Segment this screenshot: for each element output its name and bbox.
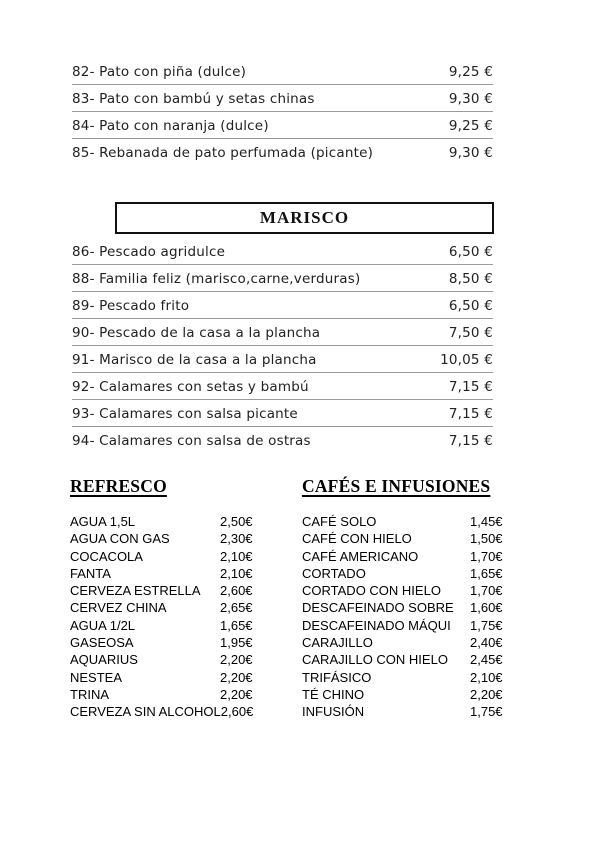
drink-name: COCACOLA [70, 548, 143, 564]
drink-name: INFUSIÓN [302, 704, 365, 720]
marisco-section-header [115, 202, 494, 234]
drink-row [70, 513, 295, 530]
drink-name: AGUA 1/2L [70, 617, 136, 633]
drink-row [302, 703, 517, 720]
drink-row [302, 669, 517, 686]
menu-item-row [72, 427, 493, 453]
drink-name: AGUA 1,5L [70, 514, 136, 529]
drink-row [70, 634, 295, 651]
menu-item-row [72, 346, 493, 373]
menu-item-price: 6,50 € [448, 244, 493, 260]
menu-item-price: 9,30 € [448, 145, 493, 161]
drink-name: TRINA [70, 686, 109, 702]
drink-price: 1,65€ [220, 617, 253, 633]
drink-name: CERVEZ CHINA [70, 600, 167, 616]
drink-name: CARAJILLO CON HIELO [302, 652, 448, 668]
menu-item-label: 92- Calamares con setas y bambú [72, 379, 309, 395]
drink-name: TRIFÁSICO [302, 669, 372, 685]
menu-item-row [72, 400, 493, 427]
drink-price: 2,40€ [470, 635, 503, 651]
refresco-title: REFRESCO [70, 476, 167, 496]
cafes-list [302, 513, 517, 721]
drink-row [70, 703, 295, 720]
menu-item-label: 93- Calamares con salsa picante [72, 406, 298, 422]
menu-item-label: 89- Pescado frito [72, 298, 190, 314]
drink-row [70, 582, 295, 599]
drink-name: CORTADO CON HIELO [302, 583, 441, 599]
drink-row [70, 669, 295, 686]
drink-price: 2,20€ [470, 686, 503, 702]
drink-row [302, 530, 517, 547]
drink-price: 1,75€ [470, 704, 503, 720]
drink-price: 2,60€ [220, 704, 254, 720]
drink-row [70, 599, 295, 616]
drink-price: 1,70€ [470, 583, 503, 599]
drink-name: GASEOSA [70, 635, 134, 651]
refresco-list [70, 513, 295, 721]
menu-item-price: 7,15 € [448, 379, 493, 395]
menu-item-label: 83- Pato con bambú y setas chinas [72, 91, 315, 107]
drink-name: NESTEA [70, 669, 123, 685]
menu-item-label: 86- Pescado agridulce [72, 244, 226, 260]
drink-price: 1,95€ [220, 635, 253, 651]
drink-name: CORTADO [302, 565, 366, 581]
menu-item-row [72, 319, 493, 346]
drink-row [70, 617, 295, 634]
drink-row [70, 686, 295, 703]
cafes-column [302, 476, 517, 721]
drink-price: 2,65€ [220, 600, 253, 616]
drink-row [70, 651, 295, 668]
drink-price: 2,10€ [220, 565, 253, 581]
drink-name: DESCAFEINADO MÁQUI [302, 617, 451, 633]
drink-name: CAFÉ AMERICANO [302, 548, 419, 564]
drink-row [302, 582, 517, 599]
marisco-dishes-list [72, 238, 493, 453]
menu-item-price: 10,05 € [440, 352, 493, 368]
drink-name: CAFÉ SOLO [302, 514, 377, 529]
drink-price: 2,20€ [220, 652, 253, 668]
menu-item-price: 9,25 € [448, 118, 493, 134]
menu-item-row [72, 373, 493, 400]
menu-item-price: 9,25 € [448, 64, 493, 80]
drink-price: 2,20€ [220, 669, 253, 685]
menu-item-price: 7,50 € [448, 325, 493, 341]
menu-item-label: 84- Pato con naranja (dulce) [72, 118, 269, 134]
drink-row [302, 599, 517, 616]
drink-name: TÉ CHINO [302, 686, 365, 702]
menu-item-label: 91- Marisco de la casa a la plancha [72, 352, 317, 368]
menu-item-label: 85- Rebanada de pato perfumada (picante) [72, 145, 374, 161]
drink-name: CAFÉ CON HIELO [302, 531, 412, 547]
marisco-title: MARISCO [259, 208, 350, 227]
drink-price: 2,30€ [220, 531, 253, 547]
drink-name: CARAJILLO [302, 635, 373, 651]
drink-row [302, 651, 517, 668]
drink-price: 1,65€ [470, 565, 503, 581]
drink-name: CERVEZA SIN ALCOHOL [70, 704, 221, 720]
duck-dishes-list [72, 58, 493, 165]
menu-item-price: 9,30 € [448, 91, 493, 107]
menu-item-row [72, 58, 493, 85]
drink-price: 1,60€ [470, 600, 503, 616]
menu-item-row [72, 112, 493, 139]
drink-name: FANTA [70, 565, 111, 581]
drink-price: 1,50€ [470, 531, 503, 547]
drink-row [70, 530, 295, 547]
menu-item-label: 94- Calamares con salsa de ostras [72, 433, 311, 449]
drink-row [302, 686, 517, 703]
drink-name: AGUA CON GAS [70, 531, 170, 547]
drink-price: 1,70€ [470, 548, 503, 564]
drink-row [302, 565, 517, 582]
menu-item-price: 7,15 € [448, 433, 493, 449]
drink-row [302, 617, 517, 634]
drink-price: 1,45€ [470, 514, 503, 529]
menu-item-row [72, 139, 493, 165]
drink-row [302, 513, 517, 530]
drink-price: 2,20€ [220, 686, 253, 702]
menu-item-row [72, 265, 493, 292]
menu-item-row [72, 85, 493, 112]
drink-name: AQUARIUS [70, 652, 138, 668]
menu-item-label: 88- Familia feliz (marisco,carne,verduras) [72, 271, 361, 287]
drink-name: DESCAFEINADO SOBRE [302, 600, 454, 616]
cafes-title: CAFÉS E INFUSIONES [302, 476, 491, 496]
drink-price: 2,10€ [470, 669, 503, 685]
drink-name: CERVEZA ESTRELLA [70, 583, 201, 599]
drink-price: 2,10€ [220, 548, 253, 564]
drink-price: 1,75€ [470, 617, 503, 633]
drink-row [302, 634, 517, 651]
menu-item-row [72, 292, 493, 319]
refresco-column [70, 476, 295, 721]
menu-item-price: 8,50 € [448, 271, 493, 287]
drink-price: 2,60€ [220, 583, 253, 599]
drink-row [70, 565, 295, 582]
drink-row [70, 548, 295, 565]
drink-row [302, 548, 517, 565]
menu-item-price: 7,15 € [448, 406, 493, 422]
menu-item-label: 90- Pescado de la casa a la plancha [72, 325, 321, 341]
drink-price: 2,50€ [220, 514, 253, 529]
menu-item-label: 82- Pato con piña (dulce) [72, 64, 247, 80]
menu-item-row [72, 238, 493, 265]
drink-price: 2,45€ [470, 652, 503, 668]
menu-item-price: 6,50 € [448, 298, 493, 314]
